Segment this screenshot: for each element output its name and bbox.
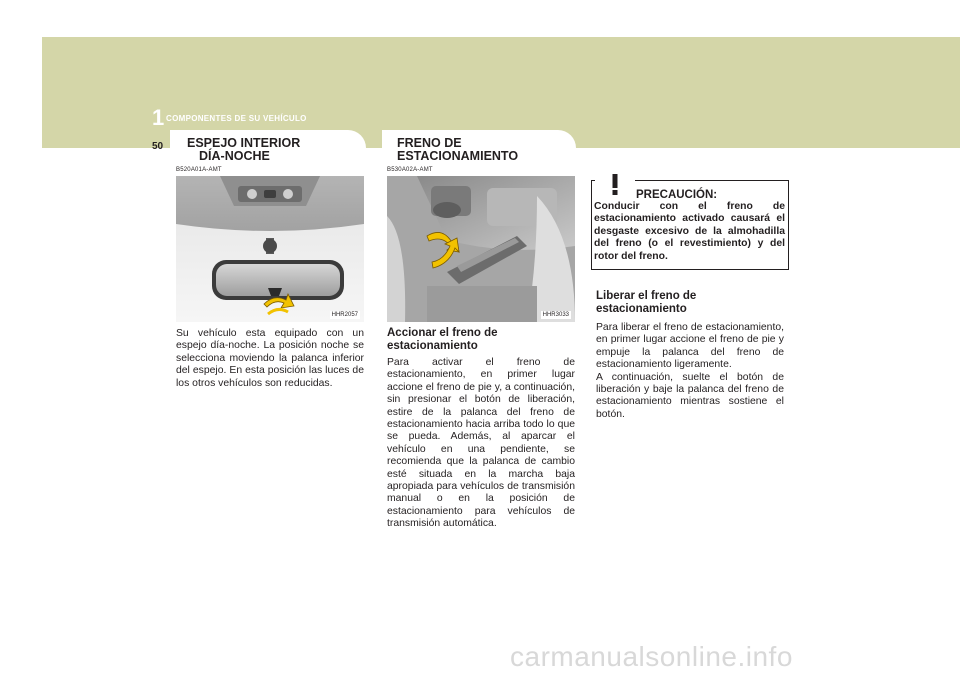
subheading-apply-brake [387, 327, 498, 353]
section-title-line: FRENO DE [397, 136, 462, 150]
release-brake-instructions [596, 322, 784, 421]
chapter-number: 1 [152, 105, 165, 130]
subheading-release-brake [596, 290, 696, 316]
subheading-line: Liberar el freno de [596, 290, 697, 302]
section-code: B530A02A-AMT [387, 167, 433, 173]
subheading-line: Accionar el freno de [387, 327, 498, 339]
section-title-mirror [187, 137, 300, 163]
paragraph: Para liberar el freno de estacionamiento, en primer lugar accione el freno de pie y empuje la palanca del freno de estacionamiento ligeramente. [596, 322, 784, 371]
subheading-line: estacionamiento [596, 303, 687, 315]
figure-code: HHR3033 [542, 312, 569, 318]
section-code: B520A01A-AMT [176, 167, 222, 173]
section-title-line: DÍA-NOCHE [199, 149, 270, 163]
page-number: 50 [152, 141, 164, 152]
figure-code: HHR2057 [331, 312, 358, 318]
parking-brake-illustration [387, 176, 575, 322]
caution-title: PRECAUCIÓN: [636, 189, 718, 201]
chapter-title: COMPONENTES DE SU VEHÍCULO [166, 114, 307, 123]
section-title-line: ESTACIONAMIENTO [397, 149, 519, 163]
section-title-brake [397, 137, 518, 163]
apply-brake-instructions: Para activar el freno de estacionamiento, en primer lugar accione el freno de pie y, a continuación, sin presionar el botón de liberación, estire de la palanca del freno de estacionamiento hacia arriba todo lo que se pueda. Además, al aparcar el vehículo en una pendiente, se recomienda que la palanca de cambio esté situada en la marcha baja apropiada para vehículos de transmisión manual o en la posición de estacionamiento para vehículos de transmisión automática. [387, 357, 575, 530]
subheading-line: estacionamiento [387, 340, 478, 352]
watermark: carmanualsonline.info [510, 641, 793, 672]
caution-text: Conducir con el freno de estacionamiento activado causará el desgaste excesivo de la almohadilla del freno (o el revestimiento) y del rotor del freno. [594, 201, 785, 262]
mirror-description: Su vehículo esta equipado con un espejo día-noche. La posición noche se selecciona moviendo la palanca inferior del espejo. En esta posición las luces de los otros vehículos son reducidas. [176, 328, 364, 389]
mirror-illustration [176, 176, 364, 322]
warning-icon [595, 168, 635, 198]
paragraph: A continuación, suelte el botón de liberación y baje la palanca del freno de estacionamiento mientras sostiene el botón. [596, 371, 784, 420]
section-title-line: ESPEJO INTERIOR [187, 136, 301, 150]
